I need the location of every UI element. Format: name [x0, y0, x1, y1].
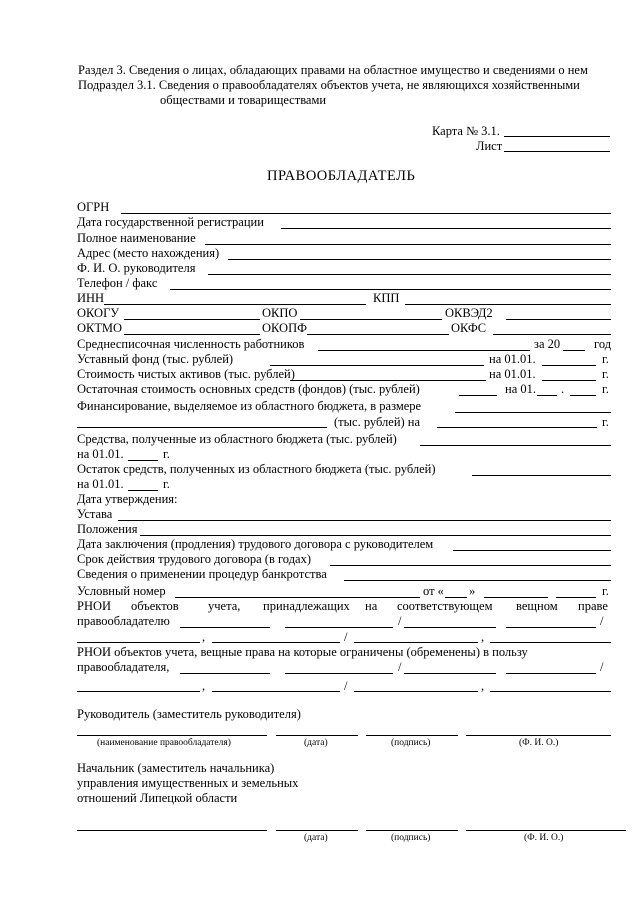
residual-label: Остаточная стоимость основных средств (фондов) (тыс. рублей): [77, 382, 420, 396]
residual-month-field[interactable]: [537, 395, 557, 396]
rnoi1-field-1[interactable]: [180, 627, 270, 628]
contract-label: Дата заключения (продления) трудового договора с руководителем: [77, 537, 434, 551]
chief-sign-field[interactable]: [366, 830, 458, 831]
section-heading: Раздел 3. Сведения о лицах, обладающих правами на областное имущество и сведениями о нем: [78, 63, 588, 77]
head-fio-signature-field[interactable]: [466, 735, 611, 736]
rnoi1-word-8: праве: [578, 599, 608, 613]
rnoi1-comma-2: ,: [481, 630, 485, 644]
net-assets-label: Стоимость чистых активов (тыс. рублей): [77, 367, 295, 381]
financing-g: г.: [602, 415, 609, 429]
reg-date-field[interactable]: [281, 228, 611, 229]
okved-label: ОКВЭД2: [445, 306, 493, 320]
head-fio-label: Ф. И. О. руководителя: [77, 261, 196, 275]
cond-from-label: от «: [423, 584, 444, 598]
rnoi1-word-5: на: [365, 599, 378, 613]
residual-date-label: на 01.: [505, 382, 536, 396]
rnoi2-comma-2: ,: [481, 679, 485, 693]
head-sign-field[interactable]: [366, 735, 458, 736]
financing-field-cont[interactable]: [77, 427, 327, 428]
phone-label: Телефон / факс: [77, 276, 158, 290]
chief-fio-field[interactable]: [466, 830, 626, 831]
chief-title-line-2: управления имущественных и земельных: [77, 776, 299, 790]
head-sign-caption: (подпись): [391, 738, 431, 748]
rnoi2-field-8[interactable]: [490, 691, 611, 692]
ogrn-label: ОГРН: [77, 200, 110, 214]
financing-unit-label: (тыс. рублей) на: [334, 415, 421, 429]
rnoi1-word-7: вещном: [516, 599, 558, 613]
org-name-signature-field[interactable]: [77, 735, 267, 736]
inn-label: ИНН: [77, 291, 105, 305]
received-year-field[interactable]: [128, 460, 158, 461]
rnoi2-label: РНОИ объектов учета, вещные права на которые ограничены (обременены) в пользу: [77, 645, 528, 659]
residual-field[interactable]: [459, 395, 497, 396]
rnoi2-field-6[interactable]: [212, 691, 340, 692]
headcount-label: Среднесписочная численность работников: [77, 337, 305, 351]
contract-field[interactable]: [453, 550, 611, 551]
page-title: ПРАВООБЛАДАТЕЛЬ: [267, 168, 416, 184]
org-name-caption: (наименование правообладателя): [97, 738, 231, 748]
rnoi2-comma-1: ,: [202, 679, 206, 693]
capital-g: г.: [602, 352, 609, 366]
cond-month-field[interactable]: [484, 597, 548, 598]
cond-number-field[interactable]: [175, 597, 420, 598]
rnoi2-field-4[interactable]: [506, 673, 596, 674]
rnoi1-holder-label: правообладателю: [77, 614, 170, 628]
remainder-date-label: на 01.01.: [77, 477, 124, 491]
kpp-field[interactable]: [405, 304, 611, 305]
full-name-label: Полное наименование: [77, 231, 196, 245]
oktmo-label: ОКТМО: [77, 321, 122, 335]
okopf-field[interactable]: [307, 334, 449, 335]
rnoi1-word-6: соответствующем: [397, 599, 493, 613]
rnoi2-slash-2: /: [600, 660, 604, 674]
chief-title-line-3: отношений Липецкой области: [77, 791, 238, 805]
regulation-label: Положения: [77, 522, 138, 536]
net-assets-date-label: на 01.01.: [489, 367, 536, 381]
chief-date-caption: (дата): [304, 833, 328, 843]
rnoi1-field-2[interactable]: [285, 627, 393, 628]
subsection-heading: Подраздел 3.1. Сведения о правообладателях объектов учета, не являющихся хозяйственными: [78, 78, 580, 92]
charter-field[interactable]: [118, 520, 611, 521]
rnoi2-field-2[interactable]: [285, 673, 393, 674]
remainder-field[interactable]: [472, 475, 611, 476]
received-g: г.: [163, 447, 170, 461]
okfs-label: ОКФС: [451, 321, 487, 335]
bankruptcy-field[interactable]: [344, 580, 611, 581]
rnoi2-field-1[interactable]: [180, 673, 270, 674]
chief-name-field[interactable]: [77, 830, 267, 831]
rnoi1-word-2: объектов: [131, 599, 179, 613]
okpo-label: ОКПО: [262, 306, 298, 320]
rnoi1-field-5[interactable]: [77, 642, 200, 643]
chief-sign-caption: (подпись): [391, 833, 431, 843]
cond-year-field[interactable]: [556, 597, 596, 598]
rnoi2-slash-1: /: [398, 660, 402, 674]
capital-date-label: на 01.01.: [489, 352, 536, 366]
rnoi1-field-8[interactable]: [490, 642, 611, 643]
subsection-heading-cont: обществами и товариществами: [160, 93, 327, 107]
rnoi1-field-6[interactable]: [212, 642, 340, 643]
net-assets-year-field[interactable]: [542, 380, 596, 381]
rnoi2-field-7[interactable]: [354, 691, 478, 692]
received-field[interactable]: [420, 445, 611, 446]
year-label: год: [594, 337, 612, 351]
remainder-label: Остаток средств, полученных из областного бюджета (тыс. рублей): [77, 462, 436, 476]
regulation-field[interactable]: [140, 535, 611, 536]
rnoi1-comma-1: ,: [202, 630, 206, 644]
head-date-caption: (дата): [304, 738, 328, 748]
charter-label: Устава: [77, 507, 113, 521]
cond-g: г.: [602, 584, 609, 598]
headcount-field[interactable]: [318, 350, 530, 351]
rnoi2-slash-3: /: [344, 679, 348, 693]
net-assets-field[interactable]: [290, 380, 486, 381]
reg-date-label: Дата государственной регистрации: [77, 215, 264, 229]
rnoi1-word-3: учета,: [208, 599, 241, 613]
remainder-year-field[interactable]: [128, 490, 158, 491]
residual-dot: .: [561, 382, 565, 396]
financing-date-field[interactable]: [437, 427, 597, 428]
okfs-field[interactable]: [493, 334, 611, 335]
residual-year-field[interactable]: [570, 395, 596, 396]
cond-number-label: Условный номер: [77, 584, 166, 598]
contract-term-label: Срок действия трудового договора (в годах): [77, 552, 312, 566]
cond-quote-close: »: [469, 584, 476, 598]
ogrn-field[interactable]: [121, 213, 611, 214]
rnoi2-holder-label: правообладателя,: [77, 660, 170, 674]
rnoi1-field-4[interactable]: [506, 627, 596, 628]
card-number-field[interactable]: [504, 136, 610, 137]
approval-label: Дата утверждения:: [77, 492, 178, 506]
cond-day-field[interactable]: [445, 597, 467, 598]
chief-title-line-1: Начальник (заместитель начальника): [77, 761, 275, 775]
head-fio-field[interactable]: [208, 274, 611, 275]
sheet-label: Лист: [476, 139, 503, 153]
rnoi1-field-3[interactable]: [404, 627, 496, 628]
chief-fio-caption: (Ф. И. О.): [524, 833, 564, 843]
sheet-number-field[interactable]: [504, 151, 610, 152]
received-label: Средства, полученные из областного бюджета (тыс. рублей): [77, 432, 397, 446]
remainder-g: г.: [163, 477, 170, 491]
residual-g: г.: [602, 382, 609, 396]
capital-field[interactable]: [270, 365, 484, 366]
okogu-field[interactable]: [124, 319, 260, 320]
head-date-field[interactable]: [276, 735, 358, 736]
okopf-label: ОКОПФ: [262, 321, 307, 335]
address-field[interactable]: [228, 259, 611, 260]
head-signature-title: Руководитель (заместитель руководителя): [77, 707, 301, 721]
bankruptcy-label: Сведения о применении процедур банкротства: [77, 567, 327, 581]
contract-term-field[interactable]: [330, 565, 611, 566]
okogu-label: ОКОГУ: [77, 306, 120, 320]
net-assets-g: г.: [602, 367, 609, 381]
oktmo-field[interactable]: [124, 334, 260, 335]
rnoi1-field-7[interactable]: [354, 642, 478, 643]
headcount-year-field[interactable]: [563, 350, 585, 351]
rnoi1-word-4: принадлежащих: [263, 599, 350, 613]
chief-date-field[interactable]: [276, 830, 358, 831]
okved-field[interactable]: [506, 319, 611, 320]
card-label: Карта № 3.1.: [432, 124, 500, 138]
rnoi2-field-5[interactable]: [77, 691, 200, 692]
head-fio-caption: (Ф. И. О.): [519, 738, 559, 748]
phone-field[interactable]: [170, 289, 611, 290]
inn-field[interactable]: [104, 304, 366, 305]
okpo-field[interactable]: [300, 319, 442, 320]
address-label: Адрес (место нахождения): [77, 246, 220, 260]
rnoi2-field-3[interactable]: [404, 673, 496, 674]
rnoi1-slash-3: /: [344, 630, 348, 644]
capital-label: Уставный фонд (тыс. рублей): [77, 352, 234, 366]
financing-label: Финансирование, выделяемое из областного бюджета, в размере: [77, 399, 422, 413]
rnoi1-word-1: РНОИ: [77, 599, 112, 613]
financing-field[interactable]: [455, 412, 611, 413]
rnoi1-slash-1: /: [398, 614, 402, 628]
full-name-field[interactable]: [205, 244, 611, 245]
kpp-label: КПП: [373, 291, 400, 305]
capital-year-field[interactable]: [542, 365, 596, 366]
rnoi1-slash-2: /: [600, 614, 604, 628]
received-date-label: на 01.01.: [77, 447, 124, 461]
headcount-year-label: за 20: [534, 337, 561, 351]
